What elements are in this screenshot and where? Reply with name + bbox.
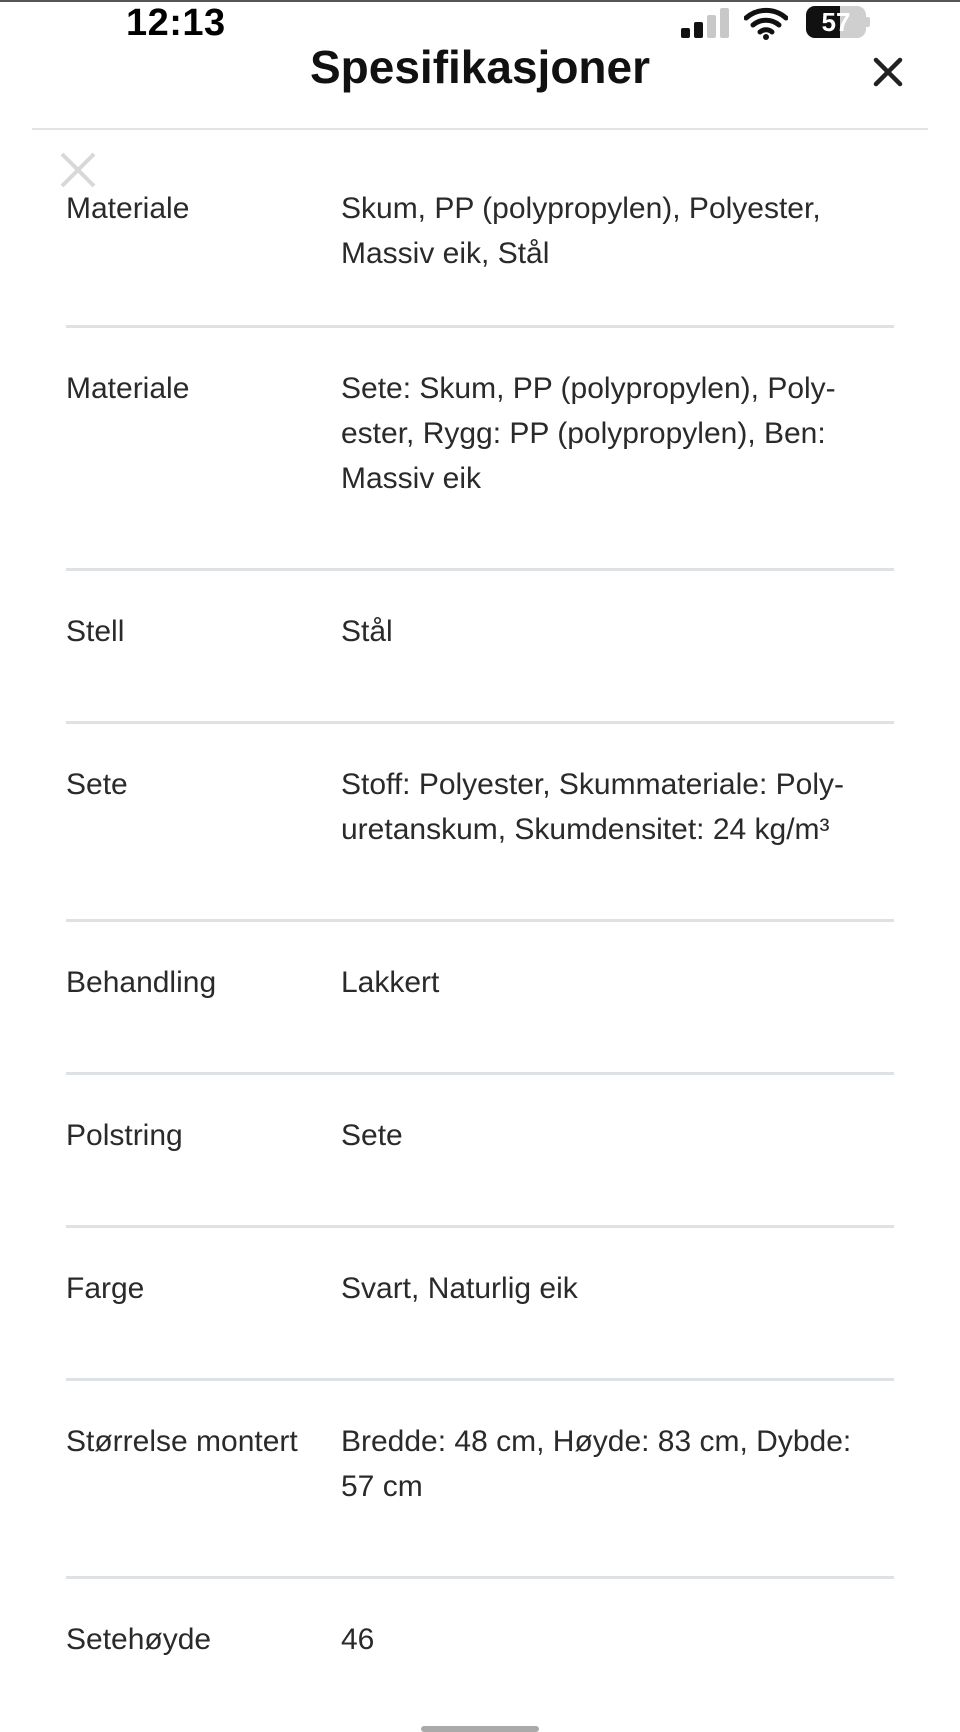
spec-row (66, 1381, 894, 1579)
spec-label: Størrelse montert (66, 1425, 298, 1458)
spec-value (341, 1113, 901, 1158)
spec-value-line: Sete: Skum, PP (polypropylen), Poly- (341, 372, 836, 405)
spec-label: Behandling (66, 966, 217, 999)
spec-row (66, 1228, 894, 1381)
spec-label: Setehøyde (66, 1623, 212, 1656)
spec-label: Stell (66, 615, 125, 648)
wifi-icon (744, 6, 788, 40)
spec-value-line: 46 (341, 1623, 375, 1656)
spec-row (66, 1075, 894, 1228)
spec-value-line: Bredde: 48 cm, Høyde: 83 cm, Dybde: (341, 1425, 852, 1458)
spec-value (341, 609, 901, 654)
spec-value-line: Lakkert (341, 966, 440, 999)
spec-value-line: Skum, PP (polypropylen), Polyester, (341, 192, 821, 225)
spec-row (66, 328, 894, 571)
modal-header (0, 40, 960, 130)
spec-value (341, 1266, 901, 1311)
status-time: 12:13 (126, 2, 226, 44)
home-indicator[interactable] (421, 1726, 539, 1732)
spec-value-line: Massiv eik, Stål (341, 237, 550, 270)
spec-row (66, 571, 894, 724)
spec-value-line: Stål (341, 615, 393, 648)
spec-value-line: 57 cm (341, 1470, 423, 1503)
spec-row (66, 922, 894, 1075)
spec-value (341, 960, 901, 1005)
specification-list (66, 130, 894, 1732)
battery-level: 57 (821, 7, 851, 37)
spec-value (341, 762, 901, 852)
battery-icon (806, 6, 870, 38)
spec-label: Materiale (66, 192, 190, 225)
spec-value (341, 186, 901, 276)
spec-row (66, 130, 894, 328)
spec-value (341, 1419, 901, 1509)
close-icon[interactable] (870, 54, 906, 90)
spec-value-line: Svart, Naturlig eik (341, 1272, 578, 1305)
spec-value (341, 1617, 901, 1662)
spec-value-line: Stoff: Polyester, Skummateriale: Poly- (341, 768, 844, 801)
spec-label: Farge (66, 1272, 145, 1305)
spec-value-line: ester, Rygg: PP (polypropylen), Ben: (341, 417, 826, 450)
cellular-signal-icon (681, 8, 729, 38)
spec-value-line: Sete (341, 1119, 403, 1152)
spec-label: Materiale (66, 372, 190, 405)
spec-value-line: Massiv eik (341, 462, 482, 495)
spec-value-line: uretanskum, Skumdensitet: 24 kg/m³ (341, 813, 830, 846)
spec-row (66, 1579, 894, 1732)
spec-value (341, 366, 901, 501)
spec-row (66, 724, 894, 922)
spec-label: Sete (66, 768, 128, 801)
spec-label: Polstring (66, 1119, 183, 1152)
page-title: Spesifikasjoner (309, 41, 651, 93)
